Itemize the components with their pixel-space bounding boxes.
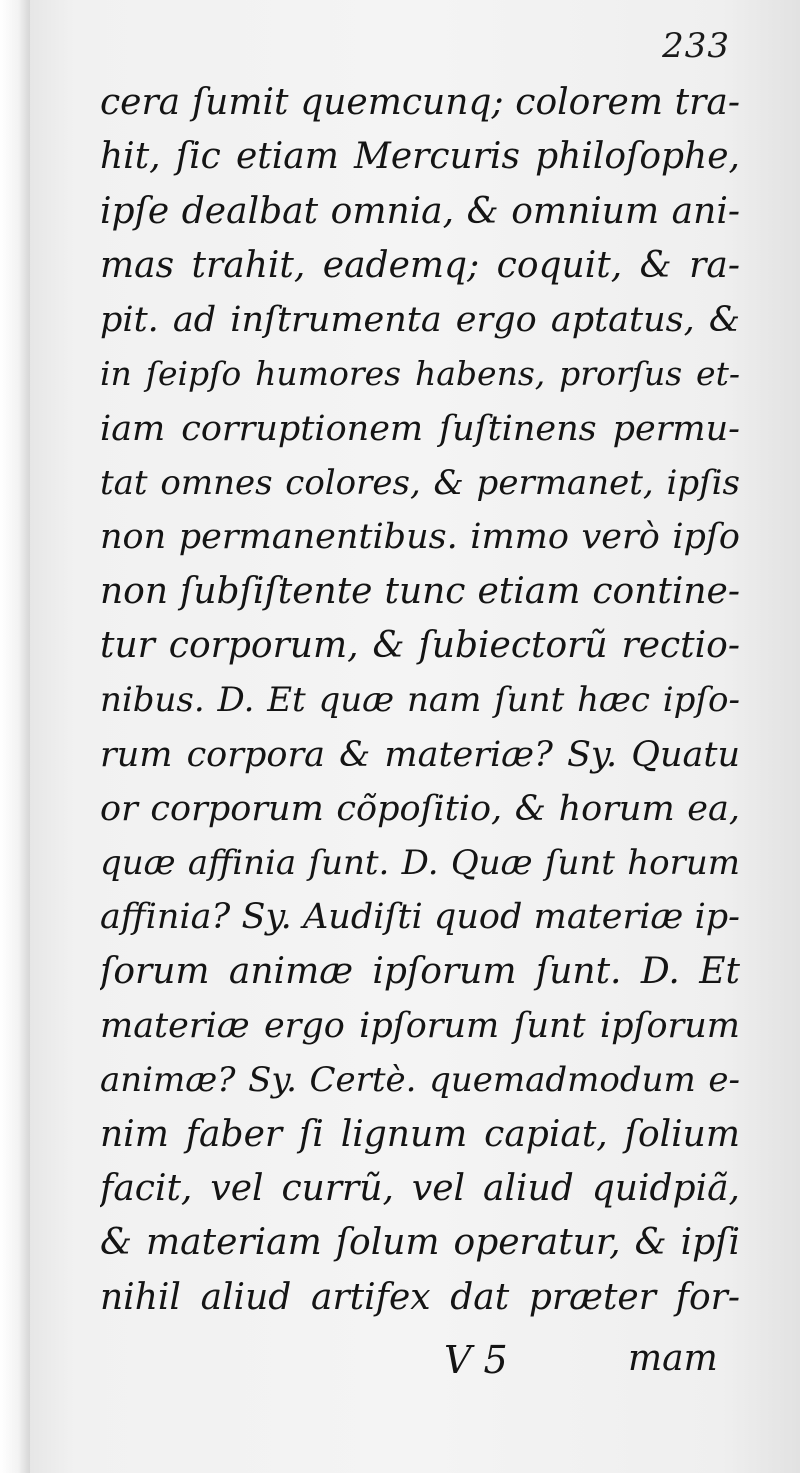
text-line: affinia? Sy. Audiſti quod materiæ ip- [100,897,740,938]
text-line: or corporum cõpoſitio, & horum ea, [100,788,740,829]
text-line: & materiam ſolum operatur, & ipſi [100,1222,740,1264]
text-line: cera ſumit quemcunq; colorem tra- [100,82,740,123]
text-line: pit. ad inſtrumenta ergo aptatus, & [100,300,740,341]
text-line: hit, ſic etiam Mercuris philoſophe, [100,136,740,178]
text-line: rum corpora & materiæ? Sy. Quatu [100,734,740,775]
body-text [100,76,740,1325]
text-line: facit, vel currũ, vel aliud quidpiã, [100,1167,740,1209]
text-line: quæ affinia ſunt. D. Quæ ſunt horum [100,843,740,884]
catchword: mam [628,1338,718,1379]
text-line: nim faber ſi lignum capiat, ſolium [100,1113,740,1155]
page-number: 233 [662,26,730,66]
text-line: nihil aliud artifex dat præter for- [100,1276,740,1318]
text-line: ſorum animæ ipſorum ſunt. D. Et [100,950,740,992]
binding-edge-shadow [0,0,30,1473]
text-line: iam corruptionem ſuſtinens permu- [100,408,740,449]
text-line: in ſeipſo humores habens, prorſus et- [100,354,740,394]
text-line: non permanentibus. immo verò ipſo [100,517,740,558]
text-line: tur corporum, & ſubiectorũ rectio- [100,624,740,666]
text-line: non ſubſiſtente tunc etiam contine- [100,570,740,612]
text-line: nibus. D. Et quæ nam ſunt hæc ipſo- [100,680,740,721]
text-line: ipſe dealbat omnia, & omnium ani- [100,190,740,232]
signature-mark: V 5 [444,1338,508,1382]
text-line: tat omnes colores, & permanet, ipſis [100,463,740,504]
text-line: mas trahit, eademq; coquit, & ra- [100,244,740,286]
text-line: materiæ ergo ipſorum ſunt ipſorum [100,1006,740,1047]
text-line: animæ? Sy. Certè. quemadmodum e- [100,1060,740,1101]
